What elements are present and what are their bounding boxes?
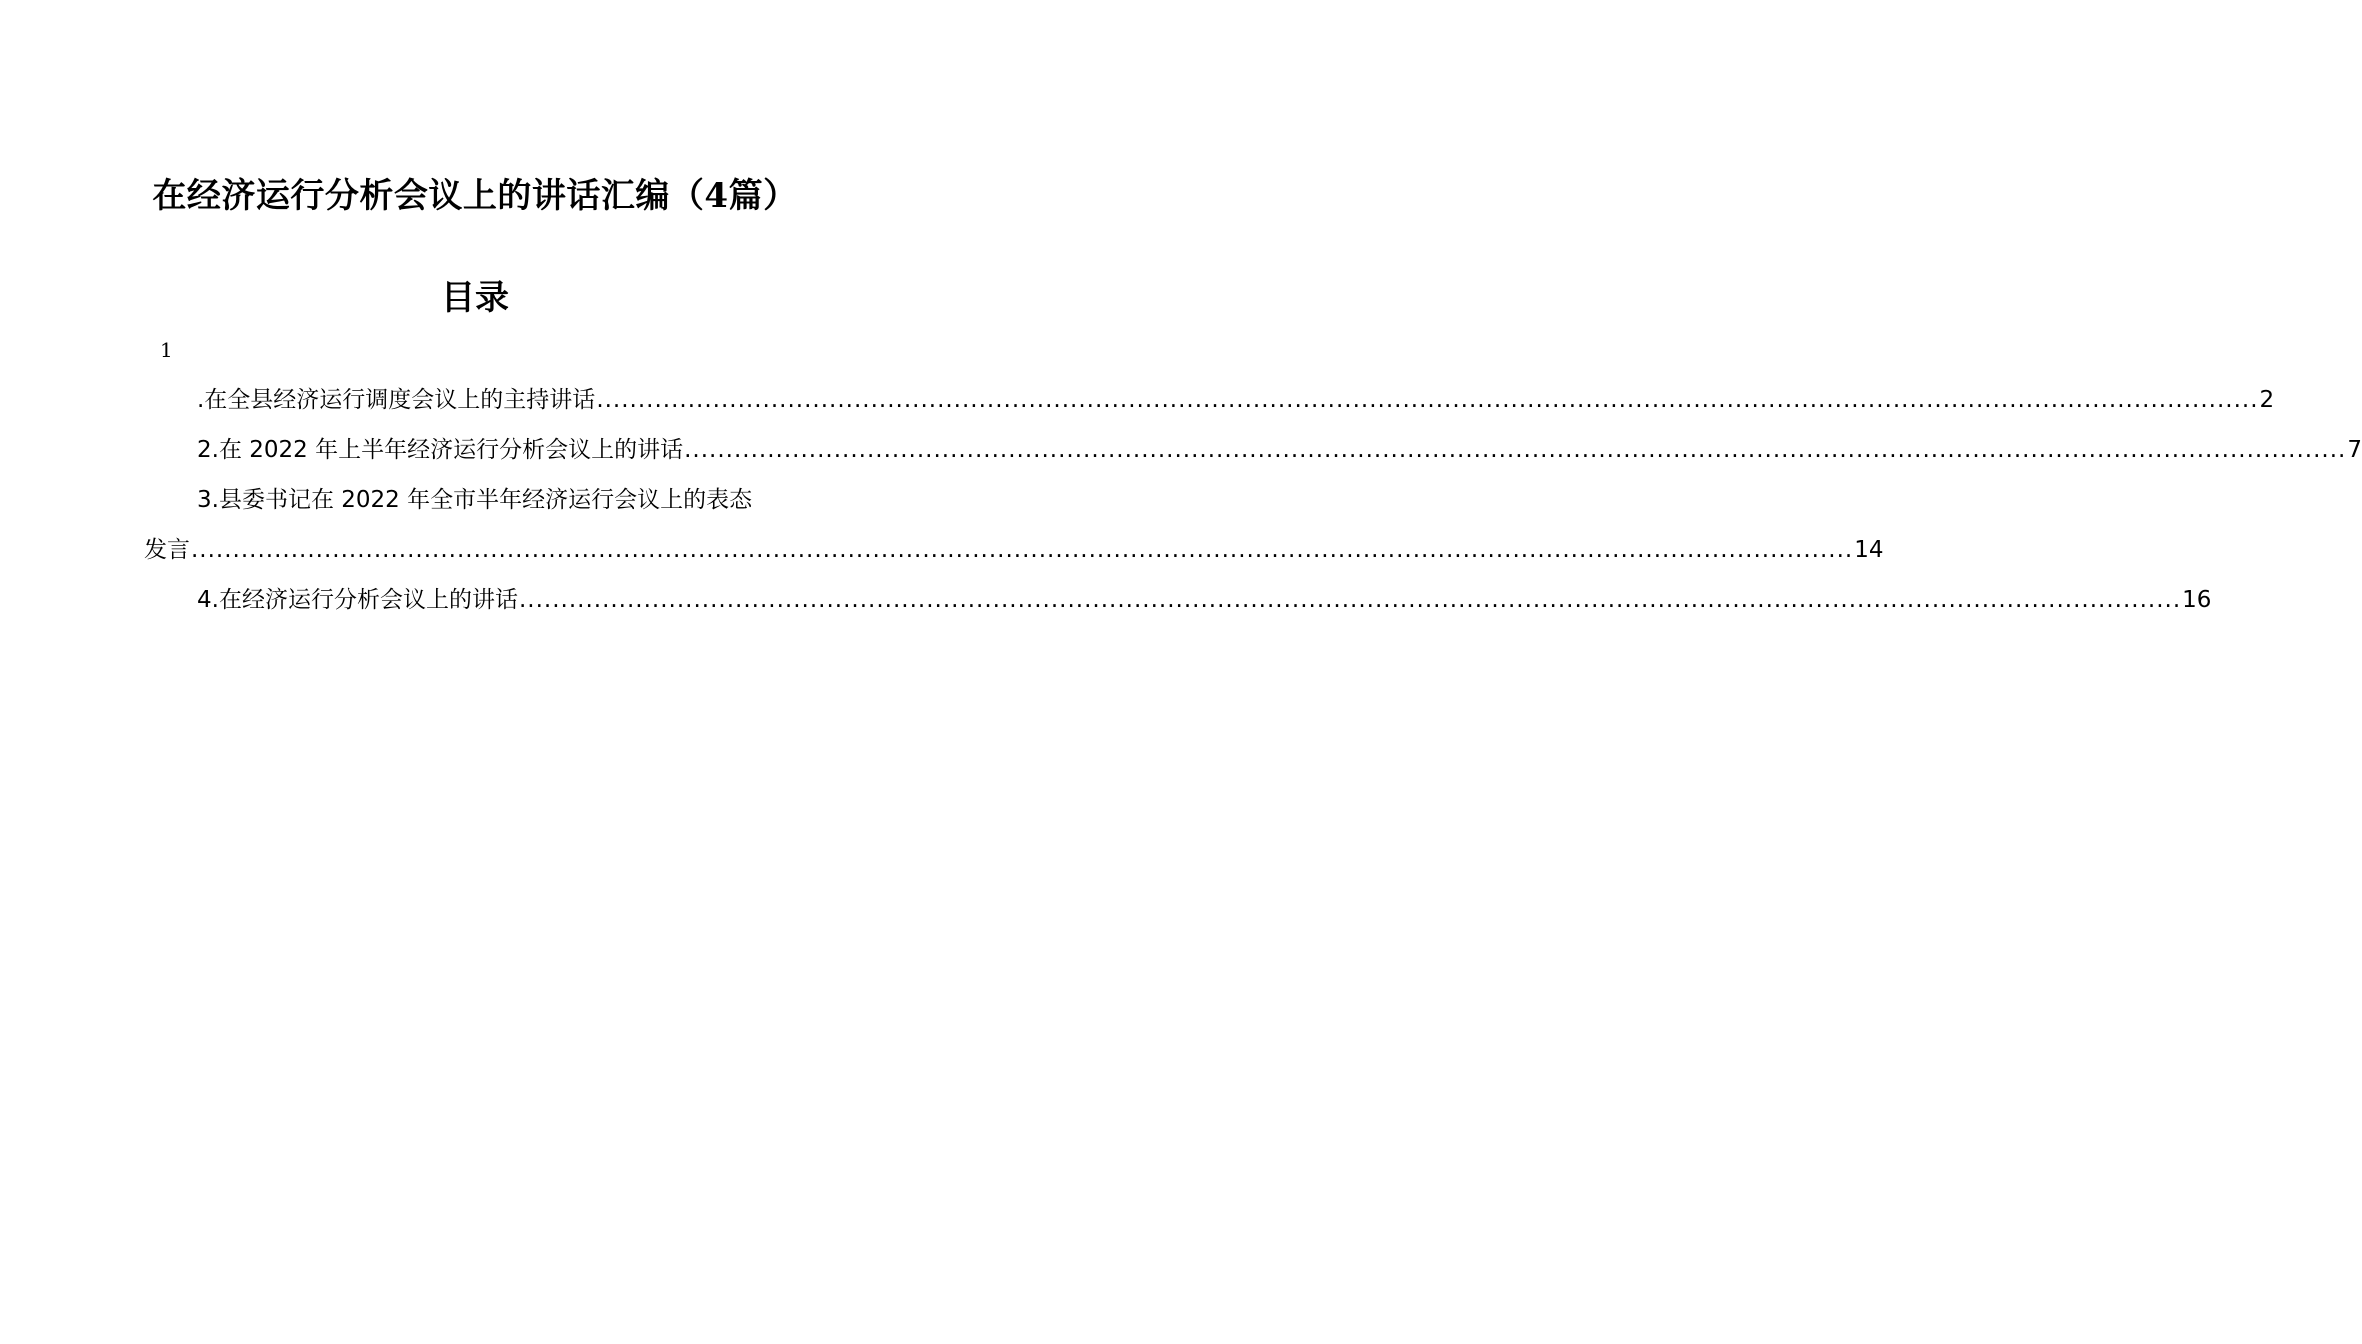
toc-entry-2[interactable] [197,432,2362,468]
document-title: 在经济运行分析会议上的讲话汇编（4篇） [152,176,798,216]
toc-entry-3-line2[interactable] [144,532,1884,568]
toc-entry-page: 2 [2259,387,2275,413]
toc-heading: 目录 [441,278,509,318]
toc-entry-page: 16 [2182,587,2212,613]
toc-entry-page: 7 [2347,437,2362,463]
toc-entry-4[interactable] [197,582,2212,618]
toc-leader-dots: ........................................................................................................................................................................................................ [191,537,1854,563]
toc-entry-3-line1[interactable] [197,482,812,518]
toc-entry-label: 4.在经济运行分析会议上的讲话 [197,587,518,613]
toc-entry-1[interactable] [197,382,2275,418]
toc-entry-label: 3.县委书记在 2022 年全市半年经济运行会议上的表态 [197,487,753,513]
toc-leader-dots: ........................................................................................................................................................................................................ [684,437,2347,463]
toc-entry-page: 14 [1854,537,1884,563]
toc-leader-dots: ........................................................................................................................................................................................................ [518,587,2182,613]
toc-leader-dots: ........................................................................................................................................................................................................ [596,387,2259,413]
toc-entry-label: 发言 [144,537,190,563]
toc-entry-label: 2.在 2022 年上半年经济运行分析会议上的讲话 [197,437,684,463]
stray-number: 1 [160,338,173,362]
toc-entry-label: .在全县经济运行调度会议上的主持讲话 [197,387,596,413]
